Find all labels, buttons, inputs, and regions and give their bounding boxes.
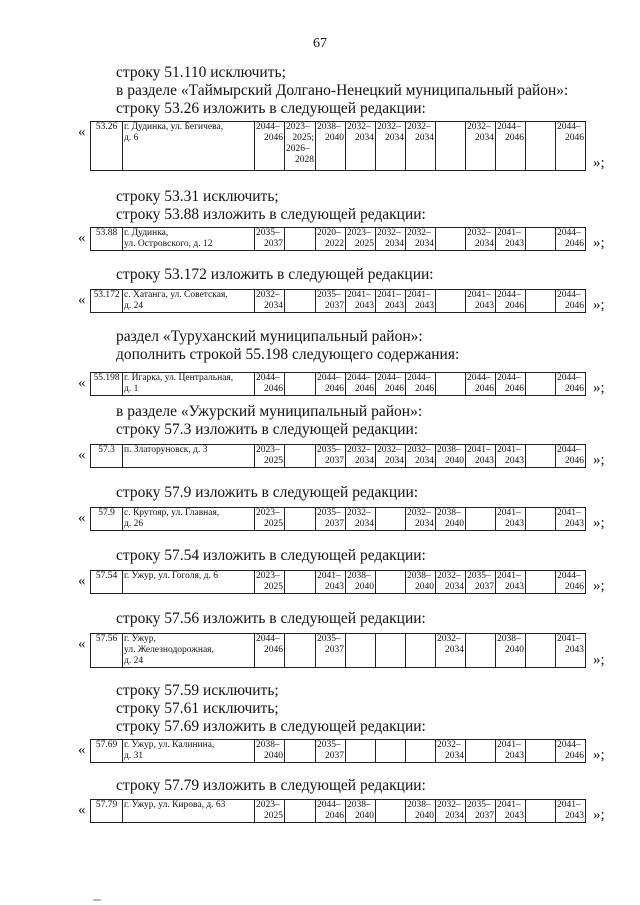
- row-number: 53.88: [91, 228, 123, 251]
- year-cell: 2044– 2046: [557, 571, 584, 592]
- year-cell: 2023– 2025; 2026– 2028: [285, 122, 316, 171]
- text-line: в разделе «Ужурский муниципальный район»:: [116, 403, 423, 420]
- open-quote: «: [78, 447, 86, 463]
- year-cell: 2035– 2037: [317, 290, 344, 311]
- year-cell: 2041– 2043: [497, 445, 524, 466]
- year-cell: 2023– 2025: [256, 445, 283, 466]
- text-line: строку 57.3 изложить в следующей редакции:: [116, 421, 419, 438]
- year-cell: [285, 228, 316, 251]
- year-cell: [526, 445, 556, 468]
- year-cell: 2044– 2046: [377, 373, 404, 394]
- text-line: строку 57.59 исключить;: [116, 682, 279, 699]
- text-line: строку 57.54 изложить в следующей редакции:: [116, 547, 426, 564]
- year-cell: 2044– 2046: [256, 373, 283, 394]
- address-cell: г. Игарка, ул. Центральная, д. 1: [123, 373, 255, 396]
- year-cell: 2044– 2046: [407, 373, 434, 394]
- year-cell: [285, 445, 316, 468]
- year-cell: 2038– 2040: [437, 508, 464, 529]
- year-cell: 2032– 2034: [347, 508, 374, 529]
- year-cell: 2041– 2043: [497, 800, 524, 821]
- year-cell: 2044– 2046: [467, 373, 494, 394]
- close-quote: »;: [593, 297, 605, 313]
- year-cell: [526, 290, 556, 313]
- table-row: [90, 444, 586, 468]
- year-cell: 2044– 2046: [557, 740, 584, 761]
- address-cell: г. Ужур, ул. Кирова, д. 63: [123, 800, 255, 823]
- year-cell: 2032– 2034: [377, 445, 404, 466]
- row-number: 53.172: [91, 290, 123, 313]
- open-quote: «: [78, 230, 86, 246]
- scan-mark: [93, 899, 101, 901]
- text-line: дополнить строкой 55.198 следующего содержания:: [116, 346, 460, 363]
- year-cell: 2041– 2043: [497, 571, 524, 592]
- page-number: 67: [313, 36, 327, 51]
- open-quote: «: [78, 802, 86, 818]
- year-cell: 2041– 2043: [407, 290, 434, 311]
- address-cell: г. Дудинка, ул. Островского, д. 12: [123, 228, 255, 251]
- text-line: строку 53.26 изложить в следующей редакции:: [116, 100, 426, 117]
- text-line: строку 57.79 изложить в следующей редакции:: [116, 777, 426, 794]
- year-cell: 2035– 2037: [317, 445, 344, 466]
- year-cell: [406, 634, 436, 668]
- year-cell: [526, 373, 556, 396]
- year-cell: [285, 571, 316, 594]
- year-cell: 2032– 2034: [407, 445, 434, 466]
- row-number: 53.26: [91, 122, 123, 171]
- year-cell: 2041– 2043: [467, 290, 494, 311]
- address-cell: г. Ужур, ул. Гоголя, д. 6: [123, 571, 255, 594]
- table-row: [90, 289, 586, 313]
- year-cell: [376, 571, 406, 594]
- year-cell: [526, 571, 556, 594]
- year-cell: 2044– 2046: [496, 122, 526, 171]
- address-cell: п. Златоруновск, д. 3: [123, 445, 255, 468]
- year-cell: 2044– 2046: [497, 290, 524, 311]
- year-cell: 2044– 2046: [557, 290, 584, 311]
- open-quote: «: [78, 742, 86, 758]
- year-cell: 2041– 2043: [497, 740, 524, 761]
- year-cell: 2044– 2046: [317, 373, 344, 394]
- year-cell: [466, 740, 496, 763]
- row-number: 57.69: [91, 740, 123, 763]
- row-number: 57.79: [91, 800, 123, 823]
- address-cell: с. Крутояр, ул. Главная, д. 26: [123, 508, 255, 531]
- table-row: [90, 633, 586, 668]
- row-number: 57.56: [91, 634, 123, 668]
- address-cell: г. Дудинка, ул. Бегичева, д. 6: [123, 122, 255, 171]
- year-cell: [466, 634, 496, 668]
- text-line: строку 53.88 изложить в следующей редакции:: [116, 206, 426, 223]
- address-cell: г. Ужур, ул. Калинина, д. 31: [123, 740, 255, 763]
- year-cell: 2038– 2040: [347, 800, 374, 821]
- year-cell: 2032– 2034: [467, 228, 494, 249]
- year-cell: 2041– 2043: [556, 634, 586, 668]
- year-cell: 2044– 2046: [497, 373, 524, 394]
- close-quote: »;: [593, 747, 605, 763]
- address-cell: г. Ужур, ул. Железнодорожная, д. 24: [123, 634, 255, 668]
- year-cell: 2041– 2043: [317, 571, 344, 592]
- text-line: строку 53.31 исключить;: [116, 188, 279, 205]
- year-cell: 2038– 2040: [496, 634, 526, 668]
- year-cell: 2020– 2022: [317, 228, 344, 249]
- text-line: строку 57.56 изложить в следующей редакции:: [116, 610, 426, 627]
- year-cell: 2041– 2043: [377, 290, 404, 311]
- year-cell: [285, 290, 316, 313]
- table-row: [90, 121, 586, 171]
- year-cell: [526, 800, 556, 823]
- year-cell: [436, 228, 466, 251]
- year-cell: 2032– 2034: [407, 228, 434, 249]
- year-cell: 2032– 2034: [346, 122, 376, 171]
- text-line: строку 57.69 изложить в следующей редакции:: [116, 718, 426, 735]
- close-quote: »;: [593, 235, 605, 251]
- text-line: в разделе «Таймырский Долгано-Ненецкий муниципальный район»:: [116, 82, 569, 99]
- year-cell: [285, 373, 316, 396]
- year-cell: 2032– 2034: [376, 122, 406, 171]
- year-cell: [526, 634, 556, 668]
- table-row: [90, 372, 586, 396]
- open-quote: «: [78, 636, 86, 652]
- year-cell: [346, 634, 376, 668]
- year-cell: 2044– 2046: [557, 228, 584, 249]
- close-quote: »;: [593, 155, 605, 171]
- year-cell: 2041– 2043: [557, 800, 584, 821]
- year-cell: 2035– 2037: [317, 508, 344, 529]
- year-cell: [526, 122, 556, 171]
- year-cell: 2044– 2046: [347, 373, 374, 394]
- year-cell: 2038– 2040: [256, 740, 283, 761]
- table-row: [90, 227, 586, 251]
- year-cell: 2035– 2037: [256, 228, 283, 249]
- year-cell: 2032– 2034: [406, 122, 436, 171]
- year-cell: [466, 508, 496, 531]
- year-cell: 2041– 2043: [497, 228, 524, 249]
- year-cell: 2032– 2034: [437, 740, 464, 761]
- year-cell: 2032– 2034: [347, 445, 374, 466]
- table-row: [90, 570, 586, 594]
- year-cell: 2023– 2025: [256, 571, 283, 592]
- year-cell: [285, 800, 316, 823]
- year-cell: 2032– 2034: [436, 634, 466, 668]
- close-quote: »;: [593, 807, 605, 823]
- open-quote: «: [78, 292, 86, 308]
- year-cell: 2023– 2025: [347, 228, 374, 249]
- year-cell: 2035– 2037: [317, 740, 344, 761]
- year-cell: 2044– 2046: [317, 800, 344, 821]
- open-quote: «: [78, 375, 86, 391]
- year-cell: [526, 508, 556, 531]
- text-line: раздел «Туруханский муниципальный район»:: [116, 328, 423, 345]
- year-cell: 2038– 2040: [407, 571, 434, 592]
- year-cell: [376, 634, 406, 668]
- year-cell: [285, 740, 316, 763]
- close-quote: »;: [593, 452, 605, 468]
- year-cell: 2044– 2046: [557, 445, 584, 466]
- year-cell: [526, 228, 556, 251]
- year-cell: 2038– 2040: [437, 445, 464, 466]
- text-line: строку 57.9 изложить в следующей редакции:: [116, 484, 419, 501]
- year-cell: 2032– 2034: [437, 571, 464, 592]
- table-row: [90, 739, 586, 763]
- year-cell: 2035– 2037: [316, 634, 346, 668]
- year-cell: [436, 122, 466, 171]
- close-quote: »;: [593, 515, 605, 531]
- year-cell: [376, 508, 406, 531]
- year-cell: 2038– 2040: [316, 122, 346, 171]
- text-line: строку 57.61 исключить;: [116, 700, 279, 717]
- year-cell: 2041– 2043: [467, 445, 494, 466]
- table-row: [90, 799, 586, 823]
- text-line: строку 51.110 исключить;: [116, 64, 286, 81]
- year-cell: 2044– 2046: [255, 634, 285, 668]
- year-cell: 2032– 2034: [407, 508, 434, 529]
- address-cell: с. Хатанга, ул. Советская, д. 24: [123, 290, 255, 313]
- year-cell: 2041– 2043: [557, 508, 584, 529]
- year-cell: 2023– 2025: [256, 800, 283, 821]
- year-cell: [376, 800, 406, 823]
- year-cell: 2032– 2034: [437, 800, 464, 821]
- close-quote: »;: [593, 578, 605, 594]
- close-quote: »;: [593, 652, 605, 668]
- year-cell: [436, 373, 466, 396]
- year-cell: 2041– 2043: [347, 290, 374, 311]
- year-cell: 2032– 2034: [377, 228, 404, 249]
- row-number: 57.54: [91, 571, 123, 594]
- year-cell: 2032– 2034: [256, 290, 283, 311]
- year-cell: 2023– 2025: [256, 508, 283, 529]
- open-quote: «: [78, 124, 86, 140]
- year-cell: 2038– 2040: [347, 571, 374, 592]
- year-cell: [436, 290, 466, 313]
- year-cell: 2035– 2037: [467, 571, 494, 592]
- row-number: 57.9: [91, 508, 123, 531]
- year-cell: [406, 740, 436, 763]
- open-quote: «: [78, 573, 86, 589]
- year-cell: 2032– 2034: [466, 122, 496, 171]
- text-line: строку 53.172 изложить в следующей редакции:: [116, 266, 434, 283]
- year-cell: 2044– 2046: [255, 122, 285, 171]
- close-quote: »;: [593, 380, 605, 396]
- year-cell: [526, 740, 556, 763]
- year-cell: 2035– 2037: [467, 800, 494, 821]
- year-cell: 2044– 2046: [556, 122, 586, 171]
- year-cell: 2044– 2046: [557, 373, 584, 394]
- table-row: [90, 507, 586, 531]
- year-cell: 2038– 2040: [407, 800, 434, 821]
- row-number: 55.198: [91, 373, 123, 396]
- year-cell: [376, 740, 406, 763]
- year-cell: 2041– 2043: [497, 508, 524, 529]
- row-number: 57.3: [91, 445, 123, 468]
- year-cell: [346, 740, 376, 763]
- year-cell: [285, 508, 316, 531]
- year-cell: [285, 634, 316, 668]
- open-quote: «: [78, 510, 86, 526]
